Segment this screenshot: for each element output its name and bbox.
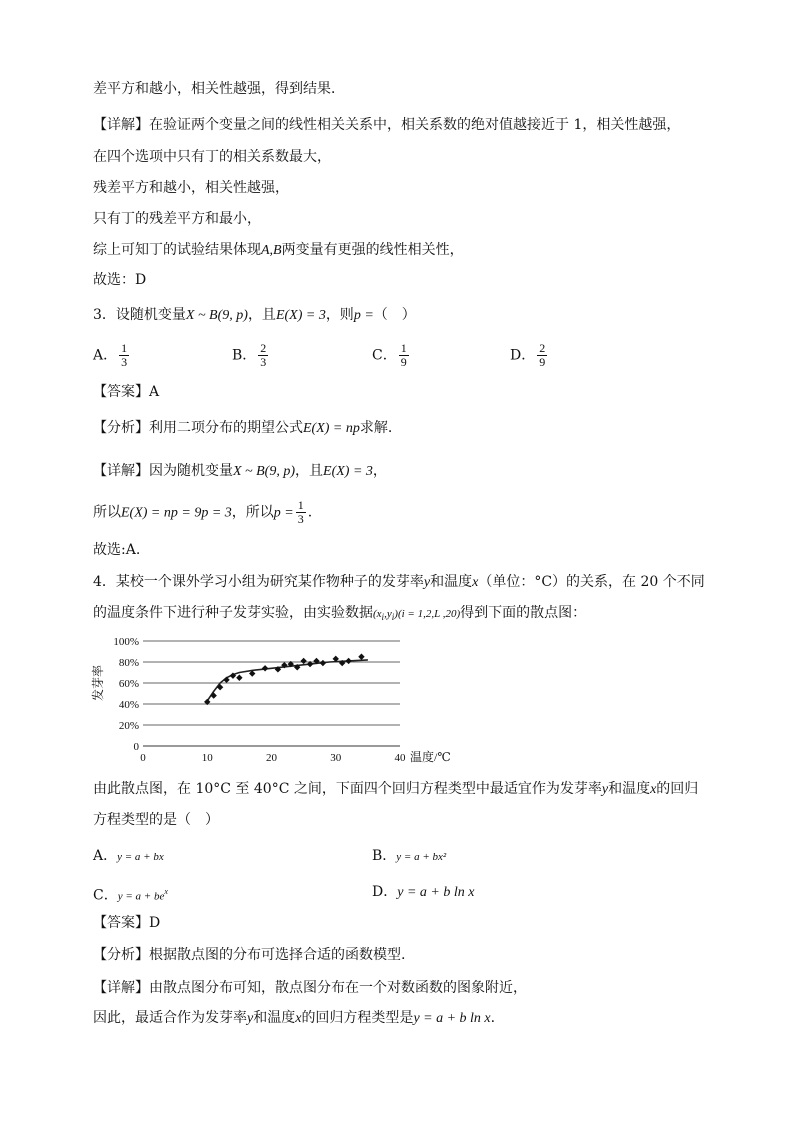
text-segment: 3．设随机变量	[93, 307, 186, 323]
data-point	[236, 675, 242, 681]
analysis-tag: 【分析】	[93, 420, 149, 436]
y-tick-label: 100%	[113, 636, 139, 648]
x-tick-label: 30	[330, 752, 342, 764]
text-segment: ，且	[247, 307, 276, 323]
text-segment: 综上可知丁的试验结果体现	[93, 242, 261, 258]
text-line: 差平方和越小，相关性越强，得到结果．	[93, 81, 345, 97]
math-segment: p =	[353, 308, 374, 323]
x-axis-label: 温度/℃	[410, 750, 451, 764]
q4-stem-line4: 方程类型的是（ ）	[93, 812, 219, 828]
data-point	[223, 677, 229, 683]
trend-curve	[207, 660, 368, 701]
answer-value: D	[149, 915, 161, 931]
y-tick-label: 0	[133, 741, 139, 753]
data-point	[262, 665, 268, 671]
x-tick-label: 0	[140, 752, 146, 764]
answer-tag: 【答案】	[93, 384, 149, 400]
q3-option-d: D． $\frac{2}{9}$	[510, 341, 546, 369]
detail-line	[93, 115, 680, 135]
data-point	[300, 658, 306, 664]
data-point	[358, 654, 364, 660]
q3-option-a: A． $\frac{1}{3}$	[93, 341, 128, 369]
q4-option-d: D．y = a + b ln x	[372, 884, 475, 900]
scatter-chart	[88, 630, 468, 770]
q4-option-b: B．y = a + bx²	[372, 848, 447, 864]
answer-value: A	[149, 384, 160, 400]
q4-final: 因此，最适合作为发芽率y和温度x的回归方程类型是y = a + b ln x.	[93, 1010, 496, 1026]
math-segment: E(X) = 3	[275, 308, 326, 323]
q4-answer	[93, 913, 160, 933]
x-tick-labels	[140, 752, 406, 764]
q3-option-b: B． $\frac{2}{3}$	[232, 341, 267, 369]
y-tick-label: 80%	[118, 657, 139, 669]
text-line: 残差平方和越小，相关性越强，	[93, 180, 289, 196]
q4-stem-line1: 4．某校一个课外学习小组为研究某作物种子的发芽率y和温度x（单位：°C）的关系，在 20 个不同	[93, 574, 705, 590]
x-tick-label: 20	[266, 752, 277, 764]
text-segment: 两变量有更强的线性相关性，	[281, 242, 464, 258]
data-point	[320, 660, 326, 666]
text-line: 只有丁的残差平方和最小，	[93, 211, 261, 227]
detail-tag: 【详解】	[93, 980, 149, 996]
detail-tag: 【详解】	[93, 463, 149, 479]
y-tick-label: 40%	[118, 699, 139, 711]
text-line: 在四个选项中只有丁的相关系数最大，	[93, 149, 331, 165]
text-segment: ，则	[325, 307, 354, 323]
math-segment: A,B	[261, 243, 282, 258]
y-tick-label: 60%	[118, 678, 139, 690]
q3-solution: 所以E(X) = np = 9p = 3，所以p = $\frac{1}{3}$ .	[93, 498, 313, 526]
detail-tag: 【详解】	[93, 117, 149, 133]
text-segment: （ ）	[373, 307, 416, 323]
q4-option-c: C．$y = a + be^x$	[93, 887, 168, 904]
y-tick-label: 20%	[118, 720, 139, 732]
q4-detail: 【详解】由散点图分布可知，散点图分布在一个对数函数的图象附近，	[93, 980, 527, 996]
q4-stem-line2: 的温度条件下进行种子发芽实验，由实验数据$(x_i,y_i)(i = 1,2,L$ ,20)得到下面的散点图：	[93, 605, 587, 623]
q4-analysis: 【分析】根据散点图的分布可选择合适的函数模型.	[93, 947, 406, 963]
text-line	[93, 240, 464, 261]
x-tick-label: 10	[201, 752, 213, 764]
answer-tag: 【答案】	[93, 915, 149, 931]
data-point	[345, 658, 351, 664]
q3-option-c: C． $\frac{1}{9}$	[372, 341, 407, 369]
math-segment: X ~ B(9, p)	[185, 308, 248, 323]
q4-option-a: A．y = a + bx	[93, 848, 164, 864]
choose-line: 故选：D	[93, 272, 147, 288]
analysis-tag: 【分析】	[93, 947, 149, 963]
q3-choose: 故选:A.	[93, 542, 141, 558]
detail-text: 在验证两个变量之间的线性相关关系中，相关系数的绝对值越接近于 1，相关性越强，	[149, 117, 681, 133]
x-tick-label: 40	[394, 752, 406, 764]
q3-analysis: 【分析】利用二项分布的期望公式E(X) = np求解.	[93, 420, 393, 436]
y-axis-label: 发芽率	[91, 664, 105, 702]
q3-answer	[93, 382, 159, 402]
q4-stem-line3: 由此散点图，在 10°C 至 40°C 之间，下面四个回归方程类型中最适宜作为发芽率y和温度x的回归	[93, 781, 699, 797]
y-tick-labels	[113, 636, 139, 753]
q3-detail: 【详解】因为随机变量X ~ B(9, p)，且E(X) = 3，	[93, 463, 387, 479]
q3-stem	[93, 305, 416, 326]
